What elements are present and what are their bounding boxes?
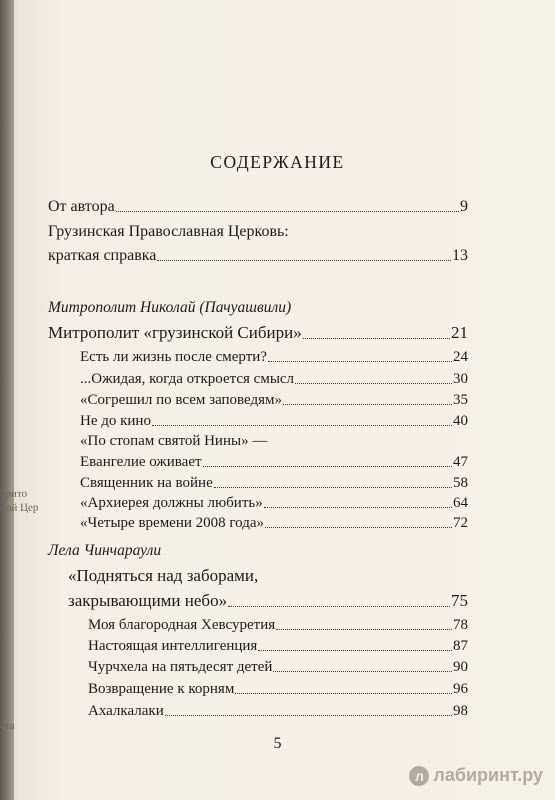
dot-leader <box>273 671 452 672</box>
toc-heading: СОДЕРЖАНИЕ <box>210 152 345 172</box>
dot-leader <box>228 606 450 607</box>
toc-entry <box>80 371 468 388</box>
toc-entry-page: 72 <box>453 515 468 531</box>
toc-entry-label: Евангелие оживает <box>80 454 202 470</box>
page-number: 5 <box>273 735 282 752</box>
toc-entry-label: Чурчхела на пятьдесят детей <box>88 659 273 675</box>
watermark <box>409 765 543 786</box>
dot-leader <box>165 715 452 716</box>
dot-leader <box>203 466 452 467</box>
dot-leader <box>152 425 452 426</box>
dot-leader <box>157 260 451 261</box>
section-author: Лела Чинчараули <box>48 542 162 559</box>
toc-entry <box>80 392 468 409</box>
toc-entry-label: краткая справка <box>48 247 157 264</box>
toc-entry-page: 75 <box>451 591 468 610</box>
toc-entry <box>88 638 468 655</box>
toc-entry <box>80 475 468 492</box>
toc-entry-page: 40 <box>453 413 468 429</box>
dot-leader <box>283 404 452 405</box>
toc-entry <box>68 591 468 611</box>
dot-leader <box>116 211 459 212</box>
toc-entry <box>88 617 468 634</box>
dot-leader <box>214 487 452 488</box>
toc-entry <box>80 495 468 512</box>
toc-entry-page: 30 <box>453 371 468 387</box>
toc-entry-label: Возвращение к корням <box>88 681 235 697</box>
toc-entry-page: 9 <box>460 198 468 215</box>
toc-entry <box>80 454 468 471</box>
facing-page-edge <box>0 0 14 800</box>
toc-entry-page: 96 <box>453 681 468 697</box>
toc-entry-page: 78 <box>453 617 468 633</box>
toc-entry <box>48 323 468 343</box>
toc-entry <box>48 198 468 216</box>
toc-entry-label: закрывающими небо» <box>68 591 228 610</box>
toc-entry <box>88 703 468 720</box>
toc-entry <box>80 349 468 366</box>
toc-entry <box>80 413 468 430</box>
toc-entry-page: 21 <box>451 323 468 342</box>
toc-entry-label: ...Ожидая, когда откроется смысл <box>80 371 295 387</box>
labirint-logo-icon: л <box>409 766 429 786</box>
toc-entry-label: «Архиерея должны любить» <box>80 495 263 511</box>
bleed-through-text: ной Цер <box>0 501 39 515</box>
toc-entry-page: 47 <box>453 454 468 470</box>
toc-entry-page: 13 <box>452 247 468 264</box>
toc-entry-label: Настоящая интеллигенция <box>88 638 258 654</box>
dot-leader <box>265 527 452 528</box>
dot-leader <box>264 507 452 508</box>
toc-entry-label: Есть ли жизнь после смерти? <box>80 349 267 365</box>
toc-entry-label: Грузинская Православная Церковь: <box>48 223 289 240</box>
dot-leader <box>258 650 452 651</box>
toc-entry <box>80 515 468 532</box>
dot-leader <box>303 338 450 339</box>
toc-entry-page: 87 <box>453 638 468 654</box>
toc-entry-page: 35 <box>453 392 468 408</box>
toc-entry-label: Священник на войне <box>80 475 213 491</box>
bleed-through-text: ета <box>0 719 15 733</box>
dot-leader <box>295 383 452 384</box>
toc-entry <box>48 247 468 265</box>
toc-entry-page: 64 <box>453 495 468 511</box>
toc-entry <box>88 659 468 676</box>
bleed-through-text: ррито <box>0 487 28 501</box>
toc-entry-page: 98 <box>453 703 468 719</box>
toc-entry-label: «По стопам святой Нины» — <box>80 433 268 449</box>
watermark-text: лабиринт.ру <box>433 765 543 785</box>
toc-entry-label: От автора <box>48 198 115 215</box>
toc-entry-label: «Подняться над заборами, <box>68 566 259 585</box>
toc-entry-label: Не до кино <box>80 413 151 429</box>
section-author: Митрополит Николай (Пачуашвили) <box>48 299 292 316</box>
toc-entry-label: «Четыре времени 2008 года» <box>80 515 265 531</box>
toc-entry-label: Моя благородная Хевсуретия <box>88 617 276 633</box>
toc-entry <box>88 681 468 698</box>
dot-leader <box>276 629 452 630</box>
toc-entry-page: 90 <box>453 659 468 675</box>
dot-leader <box>235 693 452 694</box>
toc-entry-page: 24 <box>453 349 468 365</box>
toc-entry-page: 58 <box>453 475 468 491</box>
toc-entry-label: «Согрешил по всем заповедям» <box>80 392 283 408</box>
toc-entry-label: Ахалкалаки <box>88 703 164 719</box>
dot-leader <box>268 361 452 362</box>
toc-entry-label: Митрополит «грузинской Сибири» <box>48 323 302 342</box>
